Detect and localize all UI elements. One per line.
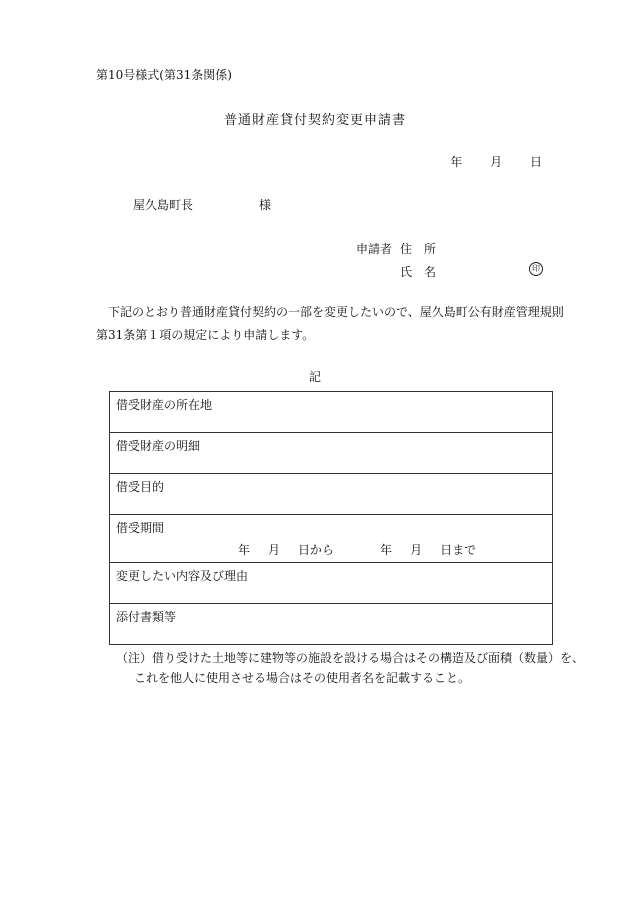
- date-day: 日: [529, 155, 542, 169]
- row-location: [110, 392, 553, 433]
- row-details: [110, 433, 553, 474]
- row-period: [110, 515, 553, 563]
- date-year: 年: [450, 155, 463, 169]
- addressee-honorific: 様: [259, 198, 272, 212]
- attachments-label: 添付書類等: [116, 610, 177, 624]
- changes-label: 変更したい内容及び理由: [116, 569, 249, 583]
- detail-table: [109, 391, 553, 645]
- row-changes: [110, 563, 553, 604]
- period-range: [116, 541, 546, 558]
- note-line-2: これを他人に使用させる場合はその使用者名を記載すること。: [134, 671, 471, 685]
- details-label: 借受財産の明細: [116, 439, 201, 453]
- period-to-day: 日まで: [440, 543, 477, 557]
- ki-heading: 記: [308, 370, 321, 384]
- addressee-name: 屋久島町長: [133, 198, 194, 212]
- seal-mark: 印: [529, 262, 543, 276]
- period-from-month: 月: [268, 543, 281, 557]
- attachments-cell[interactable]: [110, 604, 553, 645]
- period-from-year: 年: [238, 543, 251, 557]
- details-cell[interactable]: [110, 433, 553, 474]
- period-to-month: 月: [410, 543, 423, 557]
- row-purpose: [110, 474, 553, 515]
- period-cell[interactable]: [110, 515, 553, 563]
- row-attachments: [110, 604, 553, 645]
- purpose-cell[interactable]: [110, 474, 553, 515]
- applicant-address-label: 住 所: [400, 242, 437, 256]
- addressee: [133, 196, 271, 213]
- changes-cell[interactable]: [110, 563, 553, 604]
- applicant-label: 申請者: [356, 242, 393, 256]
- purpose-label: 借受目的: [116, 480, 165, 494]
- period-label: 借受期間: [116, 521, 165, 535]
- period-from-day: 日から: [298, 543, 335, 557]
- location-label: 借受財産の所在地: [116, 398, 213, 412]
- period-to-year: 年: [380, 543, 393, 557]
- note-line-1: （注）借り受けた土地等に建物等の施設を設ける場合はその構造及び面積（数量）を、: [116, 651, 585, 665]
- date-line: [450, 153, 542, 170]
- form-number: 第10号様式(第31条関係): [96, 68, 232, 82]
- document-title: 普通財産貸付契約変更申請書: [223, 113, 406, 128]
- applicant-name-label: 氏 名: [400, 265, 437, 279]
- request-statement: 下記のとおり普通財産貸付契約の一部を変更したいので、屋久島町公有財産管理規則第31条第１項の規定により申請します。: [96, 305, 564, 342]
- location-cell[interactable]: [110, 392, 553, 433]
- date-month: 月: [490, 155, 503, 169]
